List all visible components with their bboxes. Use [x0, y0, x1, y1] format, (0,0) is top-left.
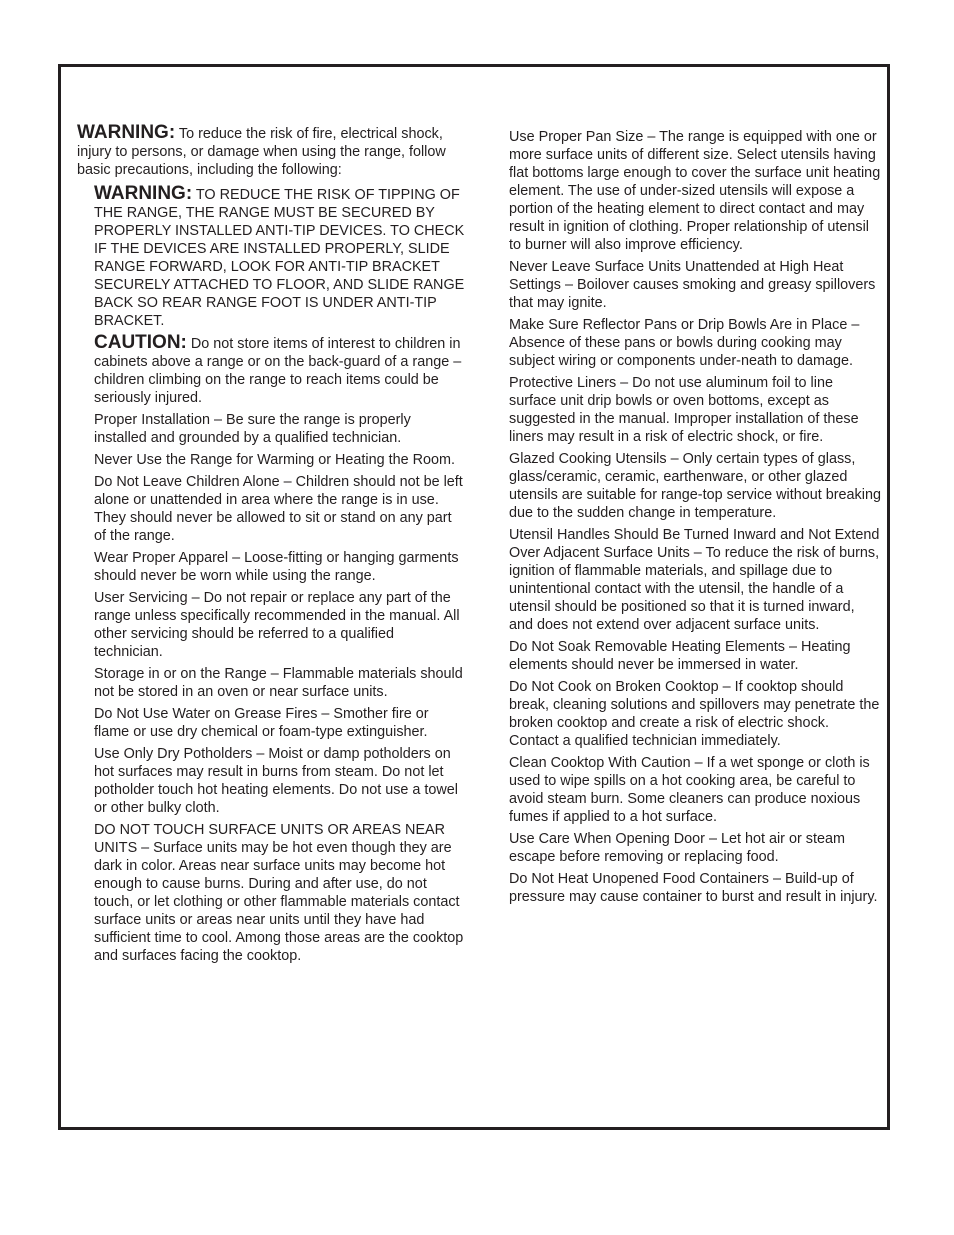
right-column [509, 128, 881, 910]
warning-intro-paragraph [77, 124, 465, 179]
caution-paragraph [94, 334, 465, 407]
left-column [77, 124, 465, 969]
precaution-item: Storage in or on the Range – Flammable materials should not be stored in an oven or near surface units. [94, 666, 463, 700]
warning-tip-paragraph [94, 185, 465, 330]
precaution-item: Use Care When Opening Door – Let hot air or steam escape before removing or replacing food. [509, 831, 845, 865]
precaution-item: DO NOT TOUCH SURFACE UNITS OR AREAS NEAR UNITS – Surface units may be hot even though they are dark in color. Areas near surface units may become hot enough to cause burns. During and after use, do not touch, or let clothing or other flammable materials contact surface units or areas near units until they have had sufficient time to cool. Among those areas are the cooktop and surfaces facing the cooktop. [94, 822, 464, 964]
precaution-item: Glazed Cooking Utensils – Only certain types of glass, glass/ceramic, ceramic, earthenware, or other glazed utensils are suitable for range-top service without breaking due to the sudden change in temperature. [509, 451, 881, 521]
precaution-item: Do Not Soak Removable Heating Elements – Heating elements should never be immersed in water. [509, 639, 851, 673]
precautions-list [77, 185, 465, 965]
precaution-item: Do Not Leave Children Alone – Children should not be left alone or unattended in area where the range is in use. They should never be allowed to sit or stand on any part of the range. [94, 474, 463, 544]
precaution-item: Proper Installation – Be sure the range is properly installed and grounded by a qualified technician. [94, 412, 411, 446]
precaution-item: Protective Liners – Do not use aluminum foil to line surface unit drip bowls or oven bottoms, except as suggested in the manual. Improper installation of these liners may result in a risk of electric shock, or fire. [509, 375, 859, 445]
warning-tip-text: TO REDUCE THE RISK OF TIPPING OF THE RANGE, THE RANGE MUST BE SECURED BY PROPERLY INSTALLED ANTI-TIP DEVICES. TO CHECK IF THE DEVICES ARE INSTALLED PROPERLY, SLIDE RANGE FORWARD, LOOK FOR ANTI-TIP BRACKET SECURELY ATTACHED TO FLOOR, AND SLIDE RANGE BACK SO REAR RANGE FOOT IS UNDER ANTI-TIP BRACKET. [94, 187, 465, 329]
precaution-item: Clean Cooktop With Caution – If a wet sponge or cloth is used to wipe spills on a hot cooking area, be careful to avoid steam burn. Some cleaners can produce noxious fumes if applied to a hot surface. [509, 755, 870, 825]
precaution-item: Make Sure Reflector Pans or Drip Bowls Are in Place – Absence of these pans or bowls during cooking may subject wiring or components under-neath to damage. [509, 317, 860, 369]
caution-text: Do not store items of interest to children in cabinets above a range or on the back-guard of a range – children climbing on the range to reach items could be seriously injured. [94, 336, 462, 406]
precaution-item: Do Not Use Water on Grease Fires – Smother fire or flame or use dry chemical or foam-type extinguisher. [94, 706, 429, 740]
precaution-item: Do Not Cook on Broken Cooktop – If cooktop should break, cleaning solutions and spillovers may penetrate the broken cooktop and create a risk of electric shock. Contact a qualified technician immediately. [509, 679, 880, 749]
precaution-item: Never Leave Surface Units Unattended at High Heat Settings – Boilover causes smoking and greasy spillovers that may ignite. [509, 259, 876, 311]
warning-tip-heading: WARNING: [94, 183, 193, 204]
warning-heading: WARNING: [77, 122, 176, 143]
precaution-item: Use Only Dry Potholders – Moist or damp potholders on hot surfaces may result in burns from steam. Do not let potholder touch hot heating elements. Do not use a towel or other bulky cloth. [94, 746, 459, 816]
caution-heading: CAUTION: [94, 332, 187, 353]
precaution-item: Use Proper Pan Size – The range is equipped with one or more surface units of different size. Select utensils having flat bottoms large enough to cover the surface unit heating element. The use of under-sized utensils will expose a portion of the heating element to direct contact and may result in ignition of clothing. Proper relationship of utensil to burner will also improve efficiency. [509, 129, 881, 253]
warning-intro-text: To reduce the risk of fire, electrical shock, injury to persons, or damage when using the range, follow basic precautions, including the following: [77, 126, 446, 178]
precaution-item: Do Not Heat Unopened Food Containers – Build-up of pressure may cause container to burst and result in injury. [509, 871, 878, 905]
precaution-item: User Servicing – Do not repair or replace any part of the range unless specifically recommended in the manual. All other servicing should be referred to a qualified technician. [94, 590, 460, 660]
precaution-item: Utensil Handles Should Be Turned Inward and Not Extend Over Adjacent Surface Units – To reduce the risk of burns, ignition of flammable materials, and spillage due to unintentional contact with the utensil, the handle of a utensil should be positioned so that it is turned inward, and does not extend over adjacent surface units. [509, 527, 880, 633]
precaution-item: Never Use the Range for Warming or Heating the Room. [94, 452, 455, 468]
precaution-item: Wear Proper Apparel – Loose-fitting or hanging garments should never be worn while using the range. [94, 550, 459, 584]
